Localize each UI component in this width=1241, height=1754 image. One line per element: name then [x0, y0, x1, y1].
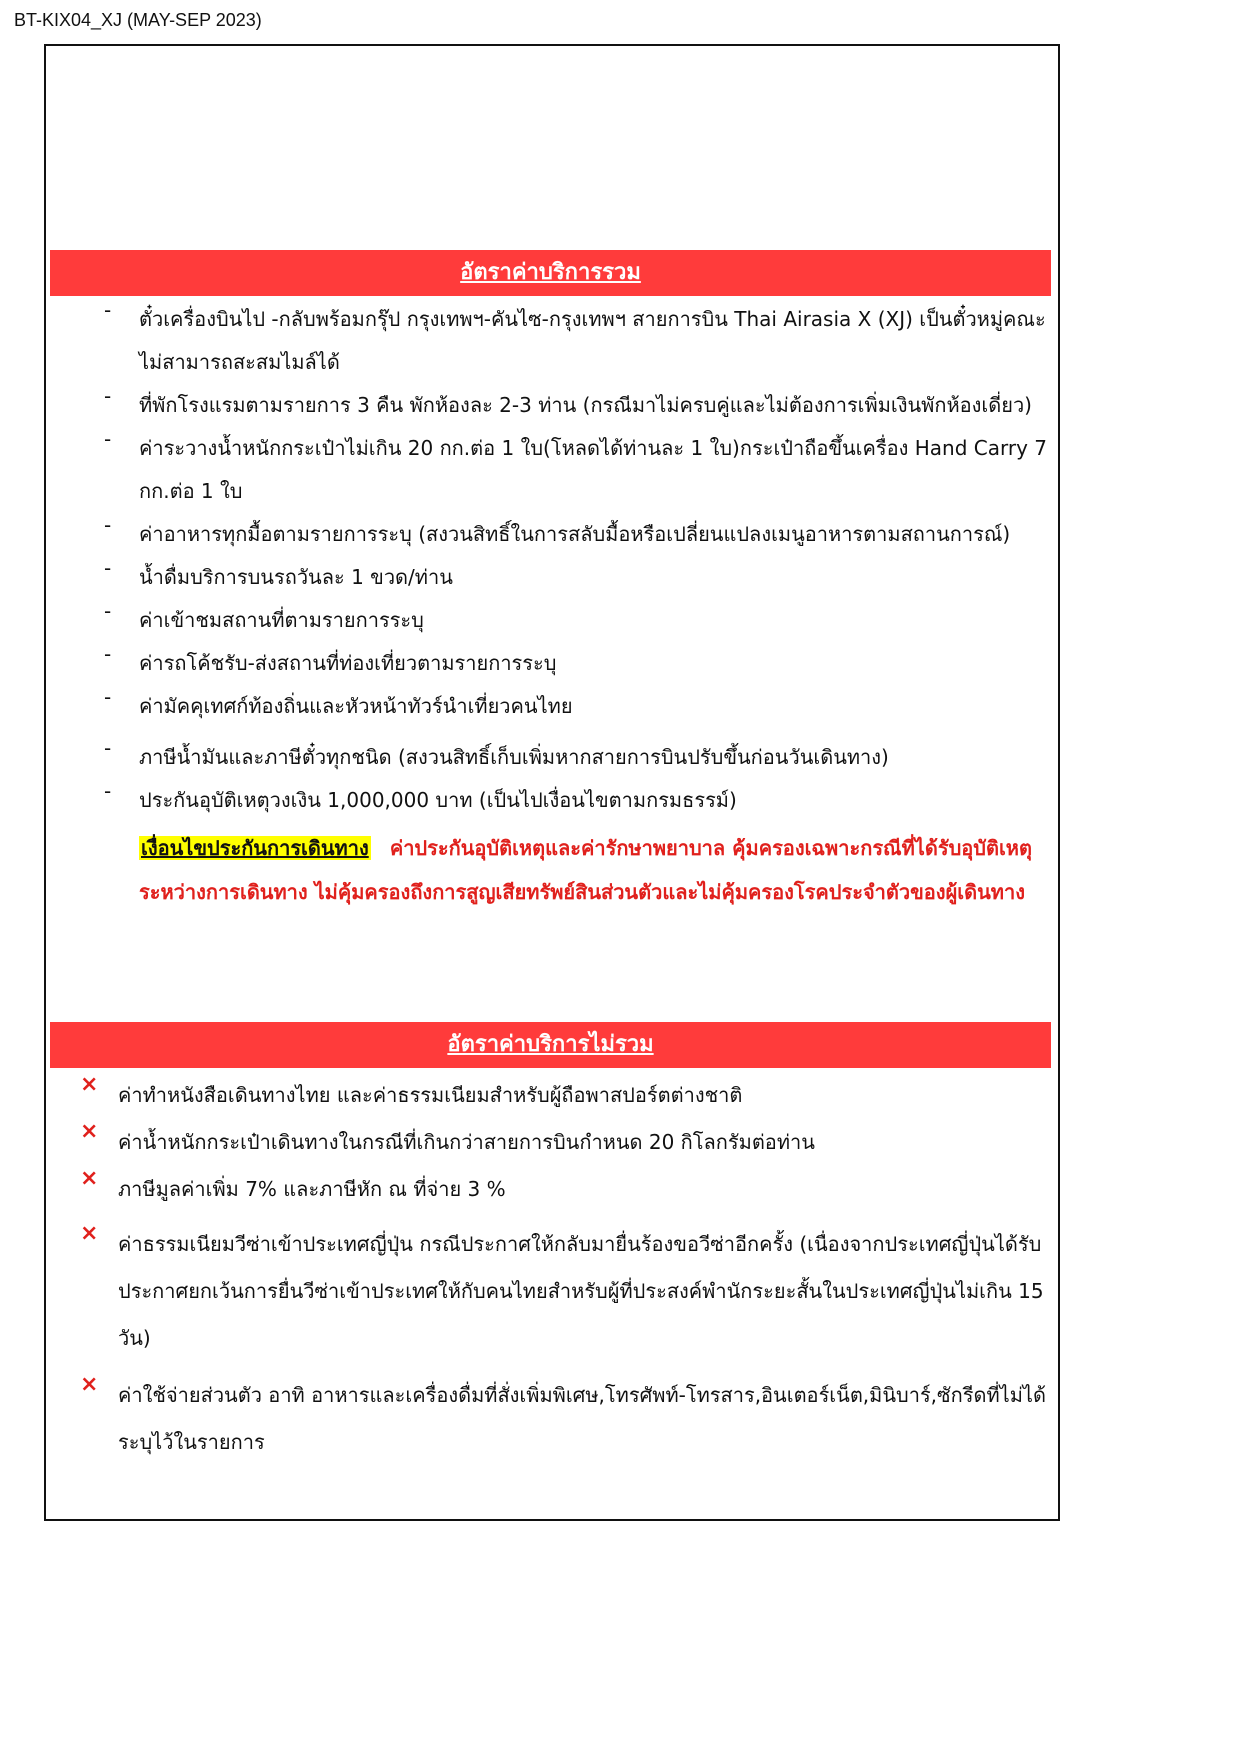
- dash-bullet: -: [104, 384, 112, 408]
- list-item-text: ค่าทำหนังสือเดินทางไทย และค่าธรรมเนียมสำหรับผู้ถือพาสปอร์ตต่างชาติ: [118, 1083, 743, 1107]
- list-item-text: ภาษีมูลค่าเพิ่ม 7% และภาษีหัก ณ ที่จ่าย 3 %: [118, 1177, 506, 1201]
- list-item-text: ค่าน้ำหนักกระเป๋าเดินทางในกรณีที่เกินกว่าสายการบินกำหนด 20 กิโลกรัมต่อท่าน: [118, 1130, 815, 1154]
- dash-bullet: -: [104, 427, 112, 451]
- dash-bullet: -: [104, 642, 112, 666]
- list-item: [0, 1119, 1100, 1166]
- list-item-text: ค่ามัคคุเทศก์ท้องถิ่นและหัวหน้าทัวร์นำเที่ยวคนไทย: [139, 694, 573, 718]
- dash-bullet: -: [104, 556, 112, 580]
- list-item: [0, 513, 1100, 556]
- list-item-text: ที่พักโรงแรมตามรายการ 3 คืน พักห้องละ 2-3 ท่าน (กรณีมาไม่ครบคู่และไม่ต้องการเพิ่มเงินพักห้องเดี่ยว): [139, 393, 1032, 417]
- list-item: [0, 642, 1100, 685]
- list-item-text: ค่าอาหารทุกมื้อตามรายการระบุ (สงวนสิทธิ์ในการสลับมื้อหรือเปลี่ยนแปลงเมนูอาหารตามสถานการณ์): [139, 522, 1011, 546]
- included-title: อัตราค่าบริการรวม: [460, 260, 641, 285]
- list-item: [0, 736, 1100, 779]
- insurance-condition-text: ค่าประกันอุบัติเหตุและค่ารักษาพยาบาล คุ้มครองเฉพาะกรณีที่ได้รับอุบัติเหตุระหว่างการเดินทาง ไม่คุ้มครองถึงการสูญเสียทรัพย์สินส่วนตัวและไม่คุ้มครองโรคประจำตัวของผู้เดินทาง: [139, 836, 1032, 904]
- list-item: [0, 599, 1100, 642]
- list-item: [0, 685, 1100, 728]
- list-item-text: ค่าธรรมเนียมวีซ่าเข้าประเทศญี่ปุ่น กรณีประกาศให้กลับมายื่นร้องขอวีซ่าอีกครั้ง (เนื่องจากประเทศญี่ปุ่นได้รับประกาศยกเว้นการยื่นวีซ่าเข้าประเทศให้กับคนไทยสำหรับผู้ที่ประสงค์พำนักระยะสั้นในประเทศญี่ปุ่นไม่เกิน 15 วัน): [118, 1232, 1044, 1350]
- list-item-text: ตั๋วเครื่องบินไป -กลับพร้อมกรุ๊ป กรุงเทพฯ-คันไซ-กรุงเทพฯ สายการบิน Thai Airasia X (XJ) เป็นตั๋วหมู่คณะไม่สามารถสะสมไมล์ได้: [139, 307, 1046, 374]
- list-item: [0, 298, 1100, 384]
- list-item-text: ค่ารถโค้ชรับ-ส่งสถานที่ท่องเที่ยวตามรายการระบุ: [139, 651, 557, 675]
- cross-icon: ×: [80, 1072, 99, 1097]
- list-item: [0, 1072, 1100, 1119]
- list-item: [0, 1221, 1100, 1362]
- cross-icon: ×: [80, 1221, 99, 1246]
- list-item-text: ค่าระวางน้ำหนักกระเป๋าไม่เกิน 20 กก.ต่อ 1 ใบ(โหลดได้ท่านละ 1 ใบ)กระเป๋าถือขึ้นเครื่อง Hand Carry 7 กก.ต่อ 1 ใบ: [139, 436, 1048, 503]
- list-item: [0, 556, 1100, 599]
- list-item: [0, 1372, 1100, 1466]
- included-list: [0, 298, 1100, 914]
- document-code: BT-KIX04_XJ (MAY-SEP 2023): [14, 10, 262, 30]
- insurance-condition-label: เงื่อนไขประกันการเดินทาง: [141, 836, 369, 860]
- list-item: [0, 779, 1100, 822]
- dash-bullet: -: [104, 736, 112, 760]
- list-item-text: ค่าเข้าชมสถานที่ตามรายการระบุ: [139, 608, 424, 632]
- excluded-title: อัตราค่าบริการไม่รวม: [447, 1032, 654, 1057]
- list-item-text: ประกันอุบัติเหตุวงเงิน 1,000,000 บาท (เป็นไปเงื่อนไขตามกรมธรรม์): [139, 788, 737, 812]
- dash-bullet: -: [104, 298, 112, 322]
- list-item: [0, 384, 1100, 427]
- list-item: [0, 1166, 1100, 1213]
- included-section-header: [50, 250, 1051, 296]
- dash-bullet: -: [104, 685, 112, 709]
- dash-bullet: -: [104, 513, 112, 537]
- dash-bullet: -: [104, 599, 112, 623]
- excluded-section-header: [50, 1022, 1051, 1068]
- list-item-text: ค่าใช้จ่ายส่วนตัว อาทิ อาหารและเครื่องดื่มที่สั่งเพิ่มพิเศษ,โทรศัพท์-โทรสาร,อินเตอร์เน็ต,มินิบาร์,ซักรีดที่ไม่ได้ระบุไว้ในรายการ: [118, 1383, 1046, 1454]
- list-item-text: น้ำดื่มบริการบนรถวันละ 1 ขวด/ท่าน: [139, 565, 453, 589]
- insurance-condition: [139, 826, 1051, 914]
- list-item: [0, 427, 1100, 513]
- excluded-list: [0, 1072, 1100, 1466]
- dash-bullet: -: [104, 779, 112, 803]
- cross-icon: ×: [80, 1166, 99, 1191]
- list-item-text: ภาษีน้ำมันและภาษีตั๋วทุกชนิด (สงวนสิทธิ์เก็บเพิ่มหากสายการบินปรับขึ้นก่อนวันเดินทาง): [139, 745, 889, 769]
- cross-icon: ×: [80, 1372, 99, 1397]
- cross-icon: ×: [80, 1119, 99, 1144]
